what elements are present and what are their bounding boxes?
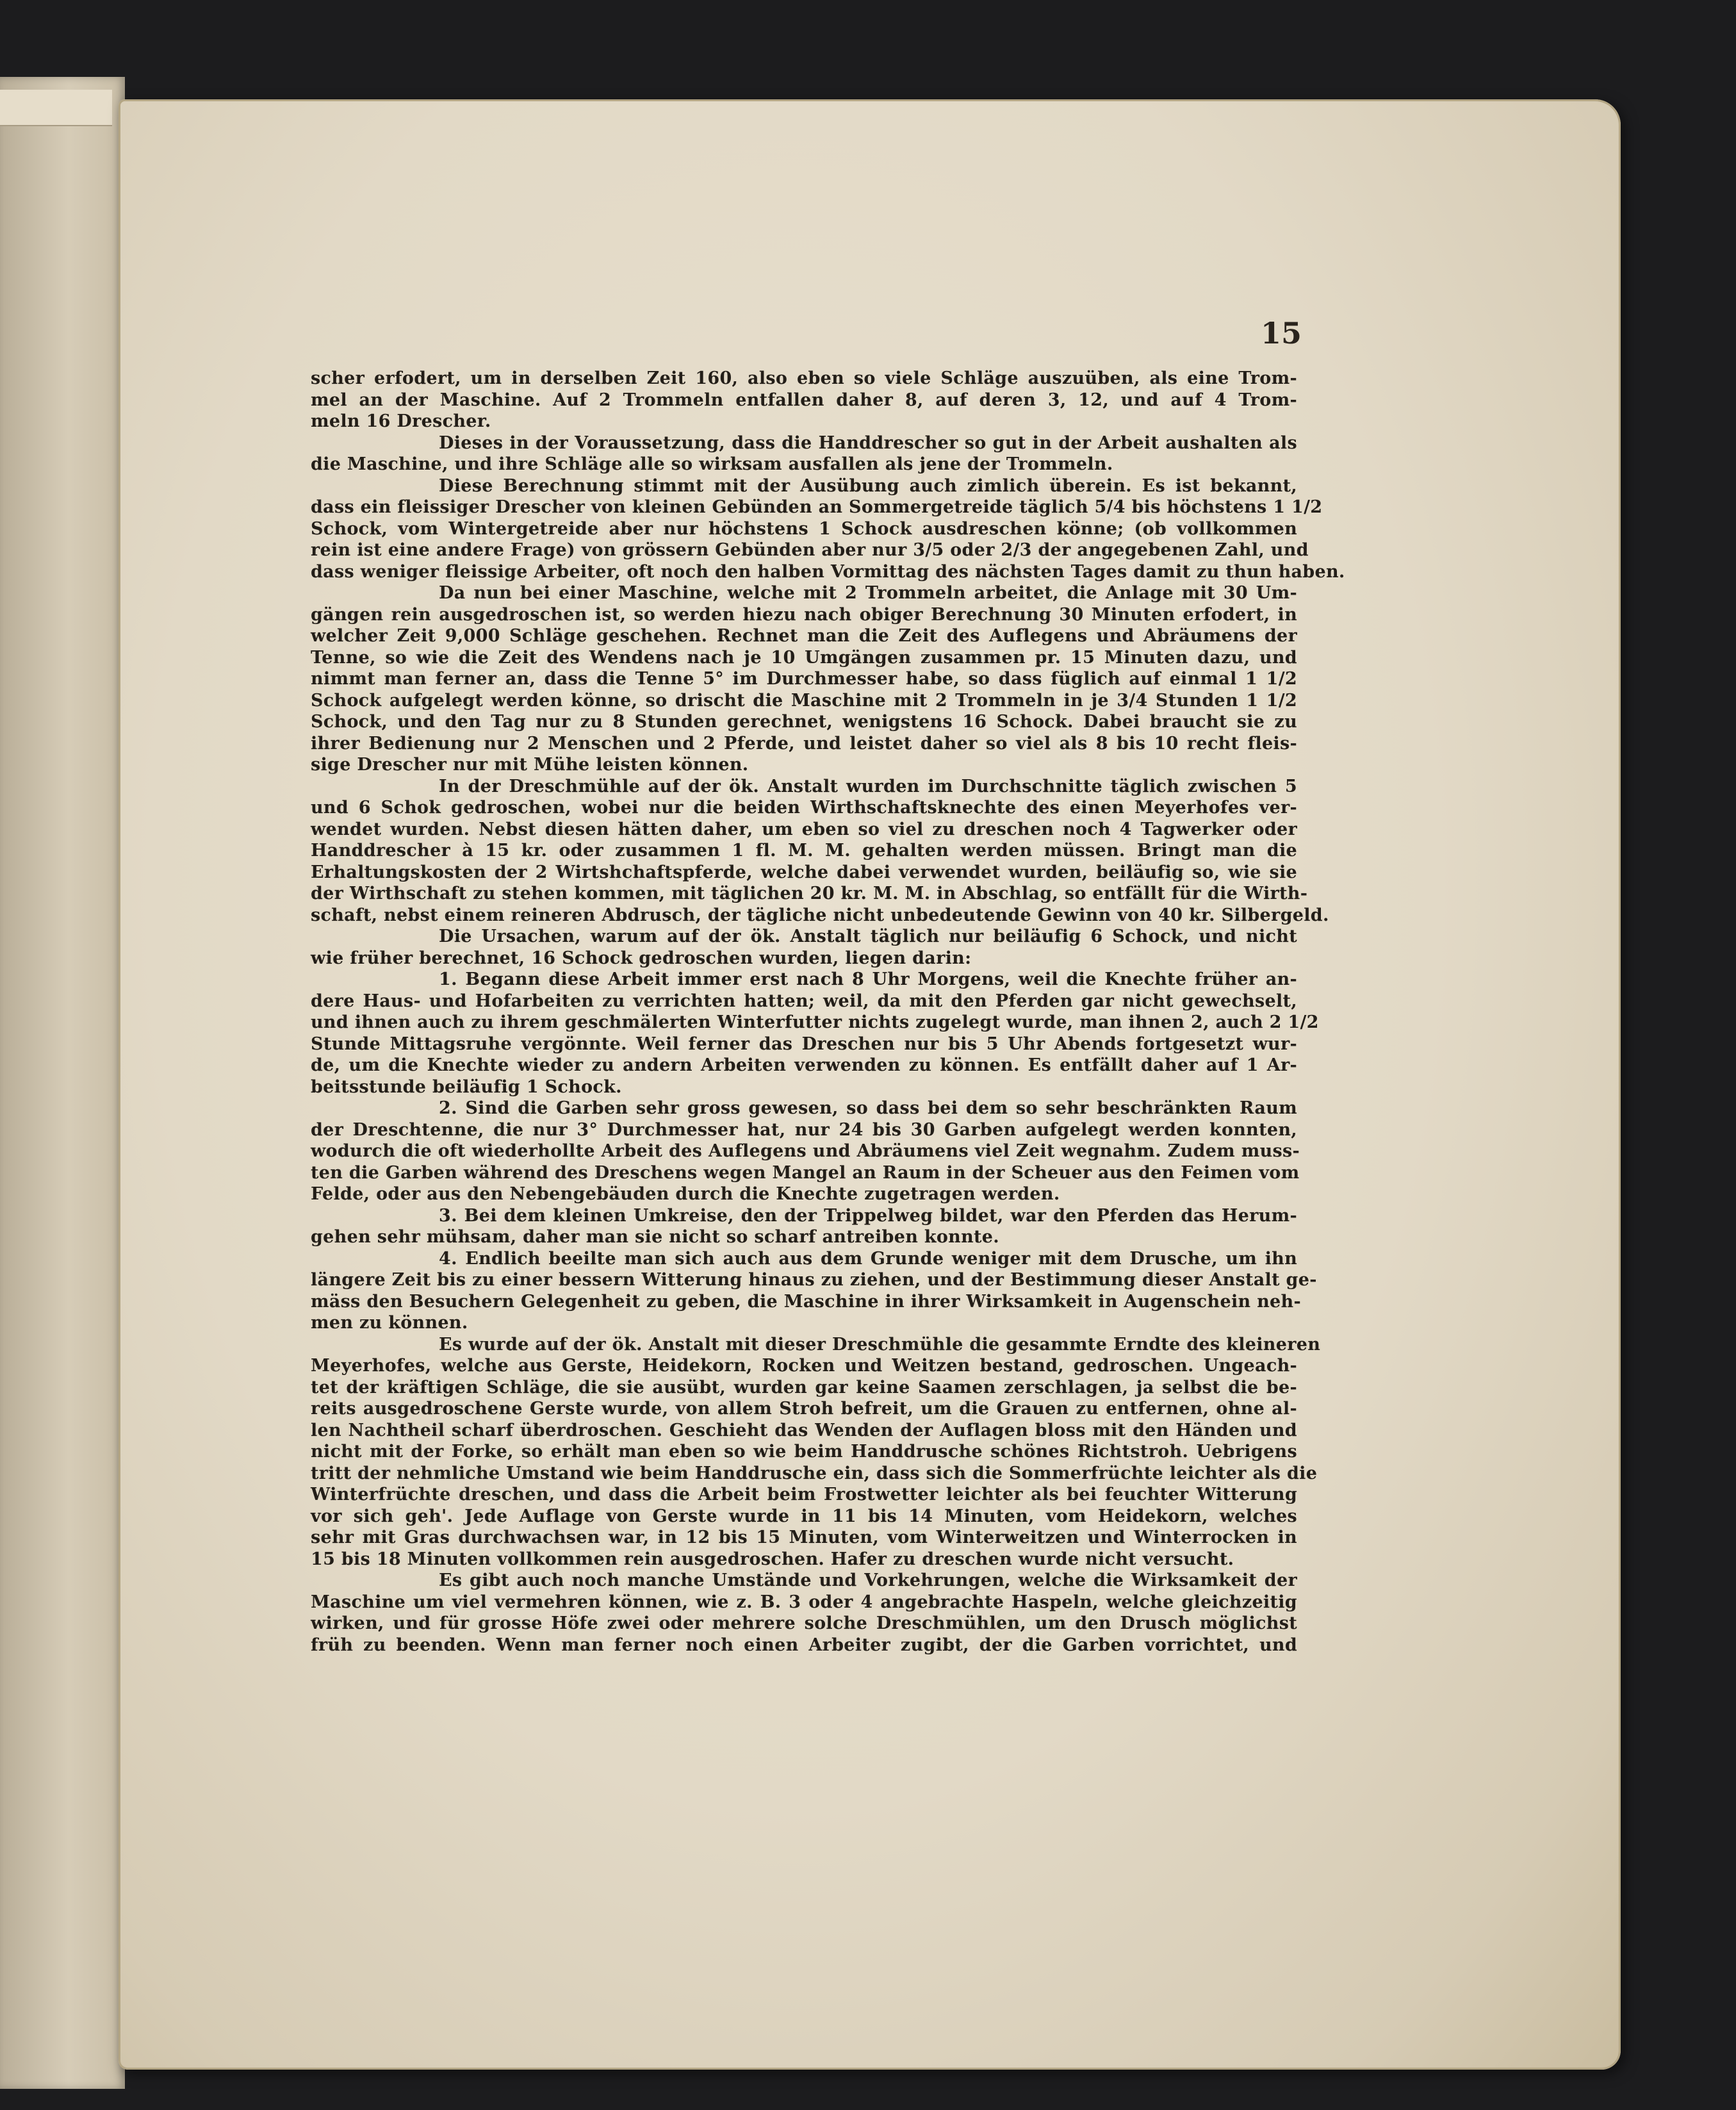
text-line: Schock aufgelegt werden könne, so drischt die Maschine mit 2 Trommeln in je 3/4 Stunden 1 1/2 xyxy=(311,690,1297,711)
text-line: In der Dreschmühle auf der ök. Anstalt wurden im Durchschnitte täglich zwischen 5 xyxy=(439,776,1297,796)
text-line: 4. Endlich beeilte man sich auch aus dem Grunde weniger mit dem Drusche, um ihn xyxy=(439,1248,1297,1269)
text-line: Schock, vom Wintergetreide aber nur höchstens 1 Schock ausdreschen könne; (ob vollkommen xyxy=(311,518,1297,539)
text-line: gehen sehr mühsam, daher man sie nicht so scharf antreiben konnte. xyxy=(311,1227,999,1247)
text-line: Schock, und den Tag nur zu 8 Stunden gerechnet, wenigstens 16 Schock. Dabei braucht sie zu xyxy=(311,712,1297,732)
text-line: Dieses in der Voraussetzung, dass die Handdrescher so gut in der Arbeit aushalten als xyxy=(439,433,1297,453)
text-line: Tenne, so wie die Zeit des Wendens nach je 10 Umgängen zusammen pr. 15 Minuten dazu, und xyxy=(311,647,1297,668)
text-line: schaft, nebst einem reineren Abdrusch, der tägliche nicht unbedeutende Gewinn von 40 kr. Silbergeld. xyxy=(311,905,1329,925)
text-line: wie früher berechnet, 16 Schock gedroschen wurden, liegen darin: xyxy=(311,948,972,968)
text-line: gängen rein ausgedroschen ist, so werden hiezu nach obiger Berechnung 30 Minuten erfodert, in xyxy=(311,604,1297,625)
text-line: Die Ursachen, warum auf der ök. Anstalt täglich nur beiläufig 6 Schock, und nicht xyxy=(439,927,1297,946)
text-line: sige Drescher nur mit Mühe leisten können. xyxy=(311,755,749,775)
text-line: vor sich geh'. Jede Auflage von Gerste wurde in 11 bis 14 Minuten, vom Heidekorn, welches xyxy=(311,1506,1297,1526)
text-line: Winterfrüchte dreschen, und dass die Arbeit beim Frostwetter leichter als bei feuchter Witterung xyxy=(311,1485,1297,1504)
text-line: nicht mit der Forke, so erhält man eben so wie beim Handdrusche schönes Richtstroh. Uebrigens xyxy=(311,1442,1297,1462)
text-line: dass weniger fleissige Arbeiter, oft noch den halben Vormittag des nächsten Tages damit zu thun haben. xyxy=(311,561,1345,582)
text-line: wirken, und für grosse Höfe zwei oder mehrere solche Dreschmühlen, um den Drusch möglichst xyxy=(311,1613,1297,1633)
text-line: wendet wurden. Nebst diesen hätten daher, um eben so viel zu dreschen noch 4 Tagwerker oder xyxy=(311,819,1297,839)
text-line: men zu können. xyxy=(311,1313,468,1333)
text-line: Es wurde auf der ök. Anstalt mit dieser Dreschmühle die gesammte Erndte des kleineren xyxy=(439,1334,1321,1355)
text-line: Maschine um viel vermehren können, wie z. B. 3 oder 4 angebrachte Haspeln, welche gleichzeitig xyxy=(311,1592,1297,1612)
page-number: 15 xyxy=(1261,316,1302,350)
text-line: früh zu beenden. Wenn man ferner noch einen Arbeiter zugibt, der die Garben vorrichtet, und xyxy=(311,1635,1297,1655)
text-line: und ihnen auch zu ihrem geschmälerten Winterfutter nichts zugelegt wurde, man ihnen 2, auch 2 1/2 xyxy=(311,1012,1319,1032)
text-line: die Maschine, und ihre Schläge alle so wirksam ausfallen als jene der Trommeln. xyxy=(311,454,1113,474)
text-line: Meyerhofes, welche aus Gerste, Heidekorn, Rocken und Weitzen bestand, gedroschen. Ungeach- xyxy=(311,1356,1297,1376)
text-line: len Nachtheil scharf überdroschen. Geschieht das Wenden der Auflagen bloss mit den Händen und xyxy=(311,1420,1297,1440)
text-line: welcher Zeit 9,000 Schläge geschehen. Rechnet man die Zeit des Auflegens und Abräumens der xyxy=(311,626,1297,646)
body-text xyxy=(311,368,1345,1656)
text-line: ihrer Bedienung nur 2 Menschen und 2 Pferde, und leistet daher so viel als 8 bis 10 recht fleis- xyxy=(311,733,1297,754)
text-line: beitsstunde beiläufig 1 Schock. xyxy=(311,1076,622,1097)
text-line: Diese Berechnung stimmt mit der Ausübung auch zimlich überein. Es ist bekannt, xyxy=(439,475,1297,496)
text-line: Da nun bei einer Maschine, welche mit 2 Trommeln arbeitet, die Anlage mit 30 Um- xyxy=(439,583,1297,603)
text-line: meln 16 Drescher. xyxy=(311,411,491,431)
text-line: tritt der nehmliche Umstand wie beim Handdrusche ein, dass sich die Sommerfrüchte leichter als die xyxy=(311,1463,1318,1483)
text-line: Handdrescher à 15 kr. oder zusammen 1 fl. M. M. gehalten werden müssen. Bringt man die xyxy=(311,841,1297,861)
text-line: mäss den Besuchern Gelegenheit zu geben, die Maschine in ihrer Wirksamkeit in Augenschein neh- xyxy=(311,1291,1301,1312)
left-page-edge xyxy=(0,77,125,2089)
text-line: ten die Garben während des Dreschens wegen Mangel an Raum in der Scheuer aus den Feimen vom xyxy=(311,1162,1300,1183)
text-line: dass ein fleissiger Drescher von kleinen Gebünden an Sommergetreide täglich 5/4 bis höchstens 1 1/2 xyxy=(311,497,1323,517)
text-line: Es gibt auch noch manche Umstände und Vorkehrungen, welche die Wirksamkeit der xyxy=(439,1570,1297,1590)
text-line: rein ist eine andere Frage) von grössern Gebünden aber nur 3/5 oder 2/3 der angegebenen Zahl, und xyxy=(311,540,1309,560)
text-line: 3. Bei dem kleinen Umkreise, den der Trippelweg bildet, war den Pferden das Herum- xyxy=(439,1205,1297,1226)
text-line: der Dreschtenne, die nur 3° Durchmesser hat, nur 24 bis 30 Garben aufgelegt werden konnten, xyxy=(311,1119,1297,1140)
text-line: Stunde Mittagsruhe vergönnte. Weil ferner das Dreschen nur bis 5 Uhr Abends fortgesetzt wur- xyxy=(311,1034,1297,1054)
text-line: dere Haus- und Hofarbeiten zu verrichten hatten; weil, da mit den Pferden gar nicht gewechselt, xyxy=(311,991,1297,1011)
text-line: Erhaltungskosten der 2 Wirtshchaftspferde, welche dabei verwendet wurden, beiläufig so, wie sie xyxy=(311,862,1297,882)
text-line: der Wirthschaft zu stehen kommen, mit täglichen 20 kr. M. M. in Abschlag, so entfällt für die Wirth- xyxy=(311,884,1308,903)
text-line: 15 bis 18 Minuten vollkommen rein ausgedroschen. Hafer zu dreschen wurde nicht versucht. xyxy=(311,1549,1234,1569)
text-line: reits ausgedroschene Gerste wurde, von allem Stroh befreit, um die Grauen zu entfernen, ohne al- xyxy=(311,1399,1297,1419)
text-line: 2. Sind die Garben sehr gross gewesen, so dass bei dem so sehr beschränkten Raum xyxy=(439,1098,1297,1118)
text-line: tet der kräftigen Schläge, die sie ausübt, wurden gar keine Saamen zerschlagen, ja selbst die be- xyxy=(311,1377,1297,1397)
text-line: sehr mit Gras durchwachsen war, in 12 bis 15 Minuten, vom Winterweitzen und Winterrocken in xyxy=(311,1528,1297,1547)
text-line: wodurch die oft wiederhollte Arbeit des Auflegens und Abräumens viel Zeit wegnahm. Zudem muss- xyxy=(311,1141,1300,1161)
text-line: scher erfodert, um in derselben Zeit 160, also eben so viele Schläge auszuüben, als eine Trom- xyxy=(311,368,1297,388)
text-line: 1. Begann diese Arbeit immer erst nach 8 Uhr Morgens, weil die Knechte früher an- xyxy=(439,969,1297,989)
text-line: de, um die Knechte wieder zu andern Arbeiten verwenden zu können. Es entfällt daher auf 1 Ar- xyxy=(311,1055,1297,1075)
text-line: und 6 Schok gedroschen, wobei nur die beiden Wirthschaftsknechte des einen Meyerhofes ver- xyxy=(311,798,1297,818)
text-line: mel an der Maschine. Auf 2 Trommeln entfallen daher 8, auf deren 3, 12, und auf 4 Trom- xyxy=(311,390,1297,410)
left-page-top-strip xyxy=(0,90,112,126)
text-line: nimmt man ferner an, dass die Tenne 5° im Durchmesser habe, so dass füglich auf einmal 1 1/2 xyxy=(311,669,1297,689)
text-line: Felde, oder aus den Nebengebäuden durch die Knechte zugetragen werden. xyxy=(311,1184,1060,1204)
text-line: längere Zeit bis zu einer bessern Witterung hinaus zu ziehen, und der Bestimmung dieser Anstalt ge- xyxy=(311,1270,1317,1290)
